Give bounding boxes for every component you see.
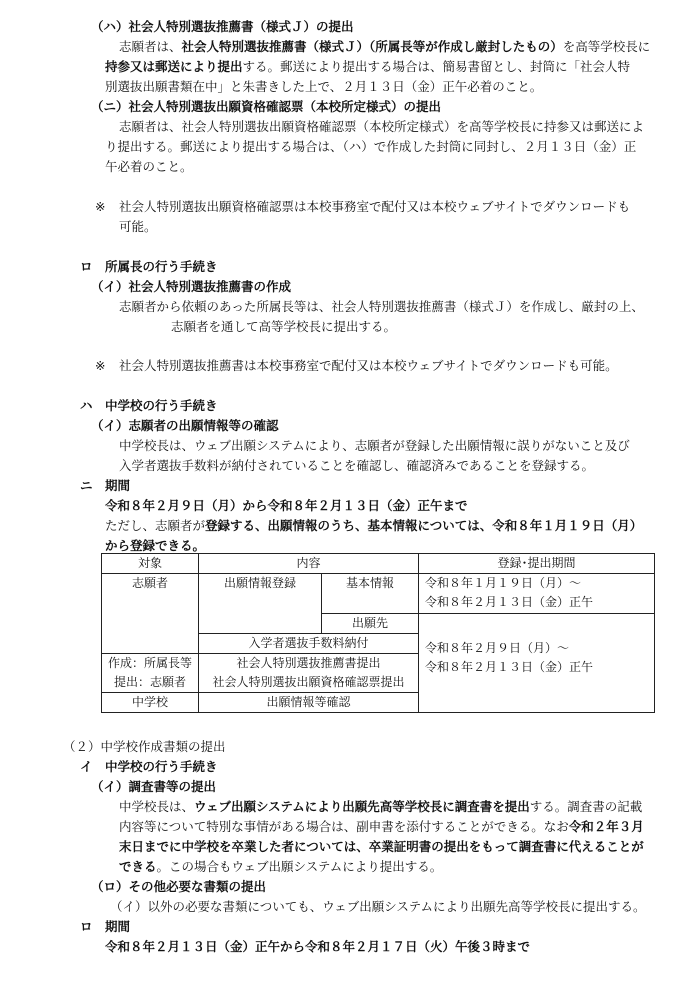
cell-period-1 — [419, 574, 655, 614]
table-row — [102, 574, 655, 614]
cell-period-2 — [419, 614, 655, 713]
cell-target-submitter: 提出：志願者 — [102, 673, 199, 693]
section-ha2-line-1: 中学校長は、ウェブ出願システムにより、志願者が登録した出願情報に誤りがないこと及び — [119, 438, 630, 453]
section-ni-line-3: 午必着のこと。 — [105, 159, 193, 174]
text: 。この場合もウェブ出願システムにより提出する。 — [156, 859, 443, 874]
text: する。調査書の記載 — [529, 799, 643, 814]
cell-registration: 出願情報登録 — [199, 574, 322, 634]
note-mark: ※ — [95, 199, 106, 214]
section-2-heading: （２）中学校作成書類の提出 — [63, 739, 226, 754]
emphasis: 持参又は郵送により提出 — [105, 59, 243, 74]
section-2-ro-line: （イ）以外の必要な書類についても、ウェブ出願システムにより出願先高等学校長に提出する。 — [110, 899, 646, 914]
period-note-line-2: から登録できる。 — [105, 538, 206, 553]
section-ha2-line-2: 入学者選抜手数料が納付されていることを確認し、確認済みであることを登録する。 — [119, 458, 595, 473]
section-2-line-3: 末日までに中学校を卒業した者については、卒業証明書の提出をもって調査書に代えることが — [119, 839, 644, 854]
section-2-period-text: 令和８年２月１３日（金）正午から令和８年２月１７日（火）午後３時まで — [105, 939, 531, 954]
text: を高等学校長に — [562, 39, 651, 54]
section-2-i-sub: （イ）調査書等の提出 — [91, 779, 217, 794]
table-header-row — [102, 554, 655, 574]
emphasis: 登録する、出願情報のうち、基本情報については、令和８年１月１９日（月） — [205, 518, 643, 533]
cell-basic-info: 基本情報 — [322, 574, 419, 614]
cell-confirmation: 出願情報等確認 — [199, 693, 419, 713]
note-1-line-1: 社会人特別選抜出願資格確認票は本校事務室で配付又は本校ウェブサイトでダウンロードも — [119, 199, 631, 214]
section-ro-sub: （イ）社会人特別選抜推薦書の作成 — [91, 279, 292, 294]
section-ha2-heading: ハ 中学校の行う手続き — [80, 398, 218, 413]
section-2-period-heading: ロ 期間 — [80, 919, 131, 934]
schedule-table — [101, 553, 655, 713]
section-ni-line-1: 志願者は、社会人特別選抜出願資格確認票（本校所定様式）を高等学校長に持参又は郵送によ — [119, 119, 645, 134]
section-2-line-2 — [119, 817, 644, 837]
period-2-end: 令和８年２月１３日（金）正午 — [425, 660, 594, 674]
text: 内容等について特別な事情がある場合は、副申書を添付することができる。なお — [119, 819, 569, 834]
emphasis: ウェブ出願システムにより出願先高等学校長に調査書を提出 — [194, 799, 530, 814]
section-2-line-4 — [119, 857, 442, 877]
section-ni-heading: （ニ）社会人特別選抜出願資格確認票（本校所定様式）の提出 — [91, 99, 442, 114]
emphasis: 令和２年３月 — [568, 819, 644, 834]
period-1-end: 令和８年２月１３日（金）正午 — [425, 595, 594, 609]
cell-target-school: 中学校 — [102, 693, 199, 713]
section-ro-line-1: 志願者から依頼のあった所属長等は、社会人特別選抜推薦書（様式Ｊ）を作成し、厳封の上、 — [119, 299, 644, 314]
section-ni-line-2: り提出する。郵送により提出する場合は、（ハ）で作成した封筒に同封し、２月１３日（金）正 — [105, 139, 637, 154]
text: 中学校長は、 — [119, 799, 195, 814]
section-2-ro-sub: （ロ）その他必要な書類の提出 — [91, 879, 267, 894]
note-2-line-1: 社会人特別選抜推薦書は本校事務室で配付又は本校ウェブサイトでダウンロードも可能。 — [119, 358, 618, 373]
section-2-i-heading: イ 中学校の行う手続き — [80, 759, 218, 774]
cell-qualification: 社会人特別選抜出願資格確認票提出 — [199, 673, 419, 693]
header-target: 対象 — [102, 554, 199, 574]
section-ha-line-1 — [119, 37, 650, 57]
note-1-line-2: 可能。 — [119, 219, 157, 234]
section-ni2-heading: ニ 期間 — [80, 478, 131, 493]
cell-destination: 出願先 — [322, 614, 419, 634]
cell-fee: 入学者選抜手数料納付 — [199, 634, 419, 654]
period-1-start: 令和８年１月１９日（月）～ — [425, 576, 582, 590]
section-2-line-1 — [119, 797, 642, 817]
period-text: 令和８年２月９日（月）から令和８年２月１３日（金）正午まで — [105, 498, 468, 513]
note-mark: ※ — [95, 358, 106, 373]
header-content: 内容 — [199, 554, 419, 574]
section-ha2-sub: （イ）志願者の出願情報等の確認 — [91, 418, 279, 433]
section-ro-line-2: 志願者を通して高等学校長に提出する。 — [171, 319, 397, 334]
period-note-line-1 — [105, 516, 642, 536]
text: ただし、志願者が — [105, 518, 206, 533]
header-period: 登録･提出期間 — [419, 554, 655, 574]
cell-target-applicant: 志願者 — [102, 574, 199, 654]
cell-recommendation: 社会人特別選抜推薦書提出 — [199, 654, 419, 674]
section-ha-line-2 — [105, 57, 630, 77]
section-ha-line-3: 別選抜出願書類在中」と朱書きした上で、２月１３日（金）正午必着のこと。 — [105, 79, 543, 94]
period-2-start: 令和８年２月９日（月）～ — [425, 641, 570, 655]
cell-target-supervisor: 作成：所属長等 — [102, 654, 199, 674]
section-ha-heading: （ハ）社会人特別選抜推薦書（様式Ｊ）の提出 — [91, 19, 354, 34]
text: 志願者は、 — [119, 39, 182, 54]
text: する。郵送により提出する場合は、簡易書留とし、封筒に「社会人特 — [242, 59, 631, 74]
section-ro-heading: ロ 所属長の行う手続き — [80, 259, 218, 274]
emphasis: 社会人特別選抜推薦書（様式Ｊ）（所属長等が作成し厳封したもの） — [181, 39, 563, 54]
emphasis: できる — [119, 859, 157, 874]
